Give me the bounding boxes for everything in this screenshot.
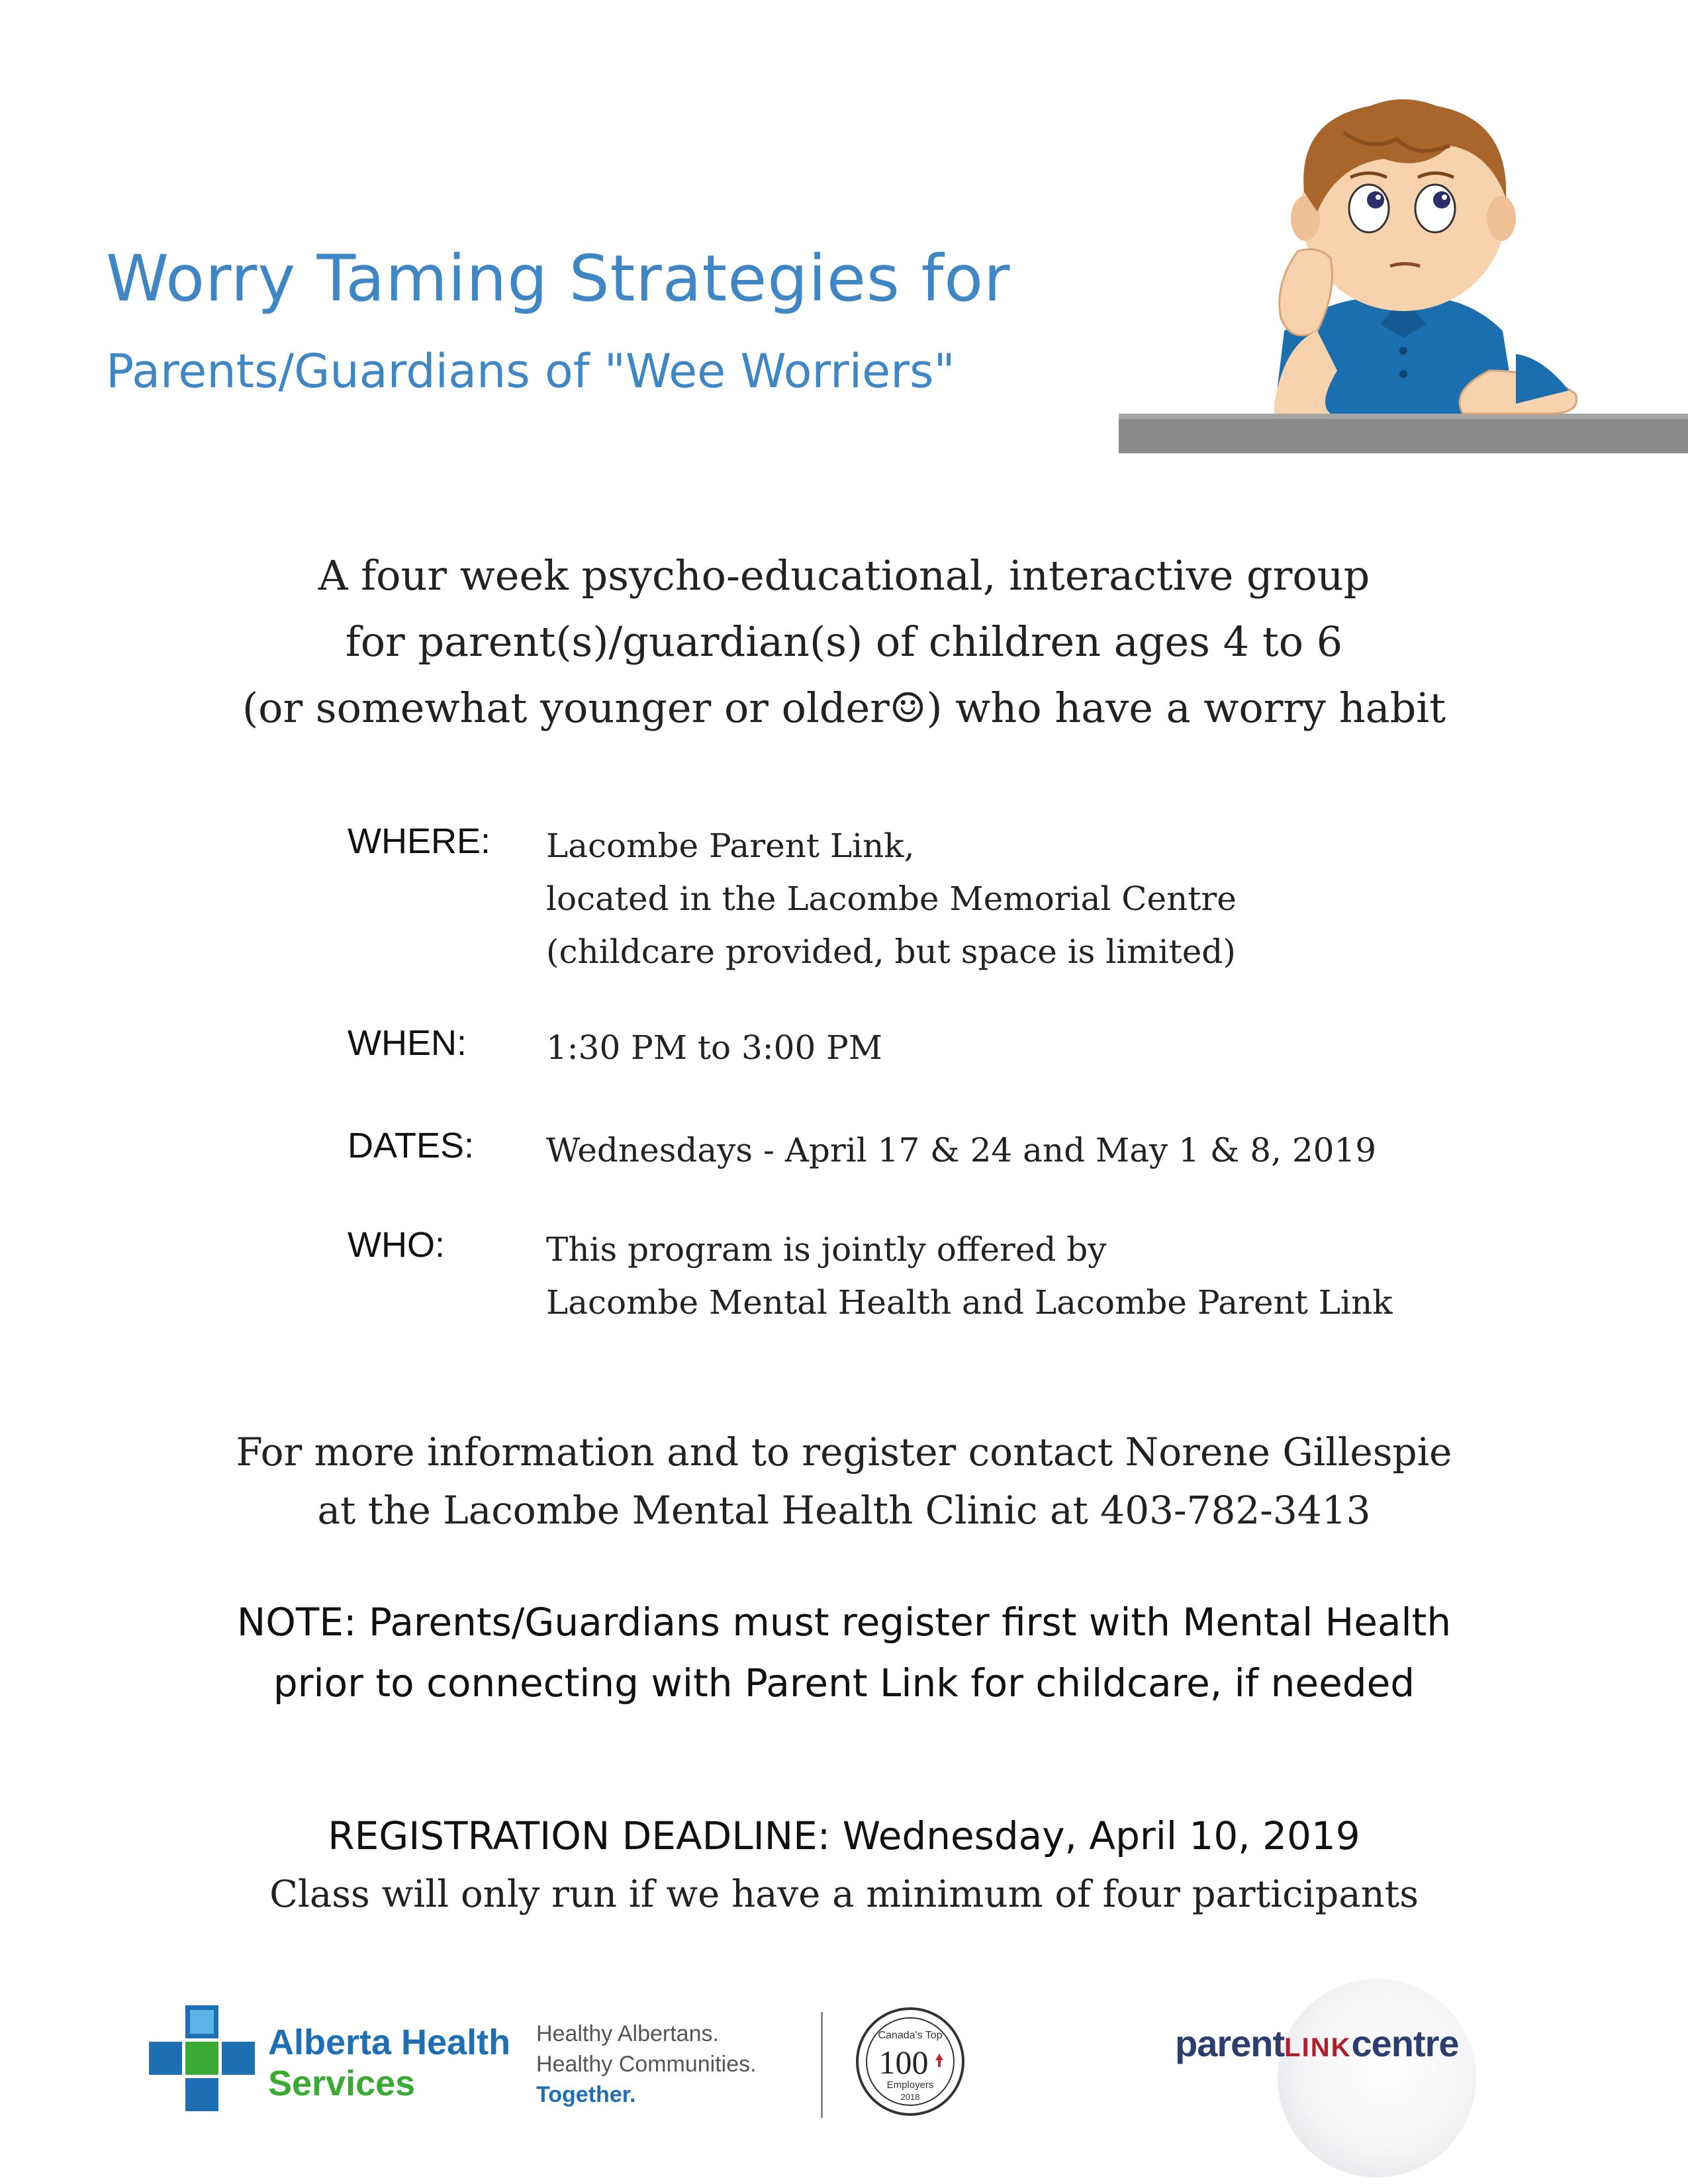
when-label: WHEN:: [348, 1023, 467, 1063]
page-title: Worry Taming Strategies for: [106, 242, 1011, 316]
plc-part-1: parent: [1175, 2023, 1285, 2064]
minimum-participants-note: Class will only run if we have a minimum of four participants: [269, 1873, 1419, 1916]
plc-part-2: LINK: [1284, 2033, 1352, 2062]
tagline-line-3: Together.: [536, 2082, 636, 2107]
ahs-cross-logo: [149, 2005, 255, 2111]
intro-description: [0, 543, 1688, 741]
contact-info: [0, 1423, 1688, 1539]
intro-line: (or somewhat younger or older☺) who have a worry habit: [242, 684, 1446, 732]
ahs-wordmark: [268, 2022, 510, 2104]
badge-year: 2018: [900, 2092, 920, 2102]
ahs-tagline: [536, 2019, 757, 2110]
worried-boy-illustration: [1119, 93, 1688, 463]
parent-link-centre-circle: [1278, 1979, 1476, 2177]
where-line-1: Lacombe Parent Link,: [546, 827, 915, 865]
contact-line: For more information and to register contact Norene Gillespie: [236, 1430, 1452, 1475]
where-line-2: located in the Lacombe Memorial Centre: [546, 880, 1237, 918]
who-line-1: This program is jointly offered by: [546, 1230, 1107, 1269]
intro-line: A four week psycho-educational, interactive group: [318, 551, 1370, 600]
who-line-2: Lacombe Mental Health and Lacombe Parent Link: [546, 1283, 1393, 1322]
dates-label: DATES:: [348, 1126, 475, 1165]
where-line-3: (childcare provided, but space is limited): [546, 933, 1236, 971]
registration-deadline: REGISTRATION DEADLINE: Wednesday, April 10, 2019: [328, 1813, 1360, 1858]
ahs-name-line-2: Services: [268, 2064, 416, 2103]
intro-line: for parent(s)/guardian(s) of children ages 4 to 6: [345, 617, 1343, 666]
parent-link-centre-logo: [1175, 2022, 1459, 2065]
page-subtitle: Parents/Guardians of "Wee Worriers": [106, 344, 955, 398]
badge-line-2: Employers: [886, 2079, 934, 2091]
dates-value: Wednesdays - April 17 & 24 and May 1 & 8, 2019: [546, 1131, 1377, 1169]
tagline-line-1: Healthy Albertans.: [536, 2021, 719, 2046]
note-line: NOTE: Parents/Guardians must register first with Mental Health: [236, 1600, 1452, 1645]
tagline-line-2: Healthy Communities.: [536, 2052, 757, 2077]
registration-note: [0, 1592, 1688, 1713]
note-line: prior to connecting with Parent Link for childcare, if needed: [273, 1661, 1415, 1706]
badge-number: 100: [878, 2044, 929, 2081]
contact-line: at the Lacombe Mental Health Clinic at 403-782-3413: [317, 1488, 1371, 1533]
ahs-name-line-1: Alberta Health: [268, 2023, 511, 2062]
who-label: WHO:: [348, 1225, 445, 1265]
top-100-employers-badge: [851, 2002, 970, 2121]
when-value: 1:30 PM to 3:00 PM: [546, 1028, 883, 1067]
plc-part-3: centre: [1351, 2023, 1459, 2064]
where-label: WHERE:: [348, 821, 491, 861]
badge-line-1: Canada's Top: [878, 2030, 943, 2041]
footer-divider: [821, 2012, 823, 2118]
